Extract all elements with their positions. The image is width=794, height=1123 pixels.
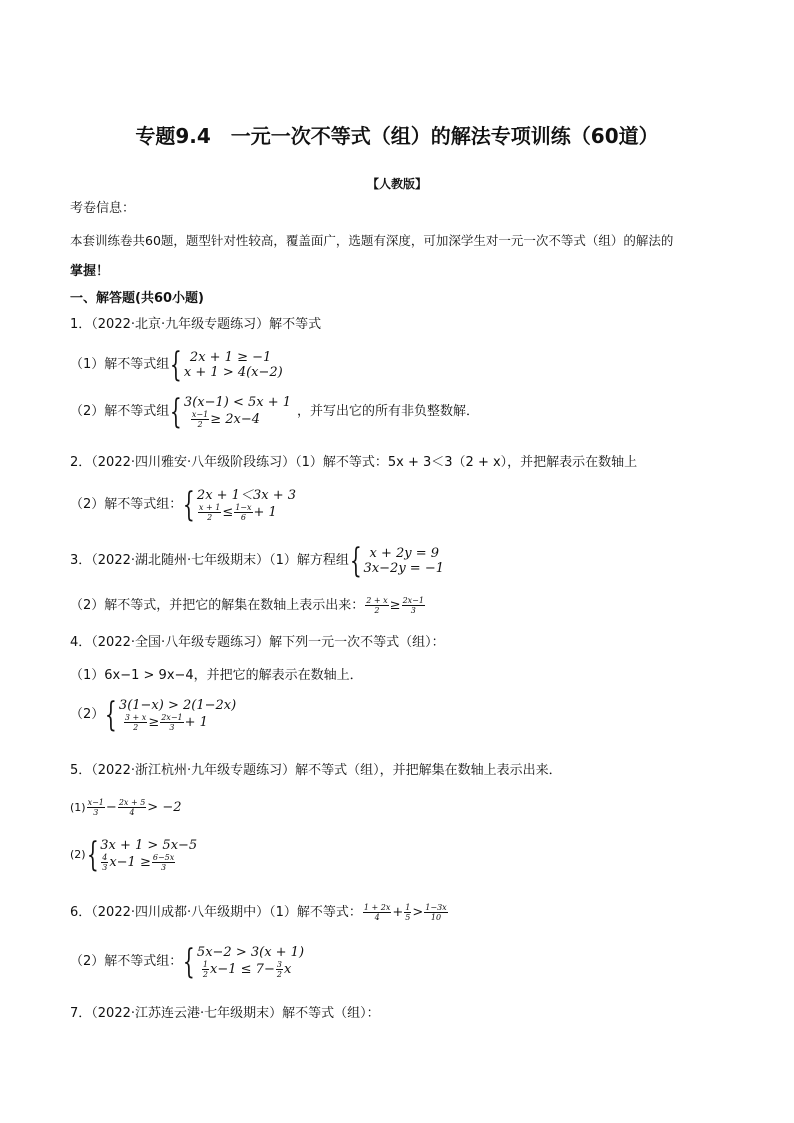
- q4-part2-label: （2）: [70, 707, 105, 722]
- question-5-part-2: [70, 835, 198, 875]
- fraction: $\frac{1-x}{6}$: [235, 503, 252, 522]
- q4-p2-line1: 3(1−x) > 2(1−2x): [118, 698, 237, 713]
- question-4-part-2: [70, 695, 237, 735]
- q1-p1-line2: x + 1 > 4(x−2): [183, 365, 283, 380]
- q5-part2-system: [86, 835, 198, 875]
- brace-symbol: {: [183, 942, 196, 982]
- q3-line1: x + 2y = 9: [369, 546, 440, 561]
- q3-heading-text: 3．（2022·湖北随州·七年级期末）（1）解方程组: [70, 553, 349, 568]
- brace-symbol: {: [86, 835, 99, 875]
- edition-label: 【人教版】: [366, 177, 427, 191]
- fraction: $\frac{1}{2}$: [202, 960, 209, 979]
- q2-p2-line1: 2x + 1＜3x + 3: [196, 488, 296, 503]
- fraction: $\frac{2x-1}{3}$: [161, 713, 183, 732]
- question-1-heading: 1．（2022·北京·九年级专题练习）解不等式: [70, 317, 322, 332]
- question-2-part-2: [70, 485, 296, 525]
- fraction: $\frac{x-1}{3}$: [87, 798, 104, 817]
- question-1-part-2: [70, 392, 480, 432]
- q2-part2-system: [182, 485, 296, 525]
- q3-system: [349, 541, 444, 581]
- fraction: $\frac{2x + 5}{4}$: [118, 798, 146, 817]
- relation: > −2: [147, 799, 182, 815]
- q6-part2-system: [182, 942, 305, 982]
- q5-p2-line1: 3x + 1 > 5x−5: [100, 838, 198, 853]
- relation: ≥: [389, 597, 401, 613]
- fraction: $\frac{6-5x}{3}$: [152, 853, 175, 872]
- operator: +: [392, 904, 404, 920]
- q3-line2: 3x−2y = −1: [363, 561, 444, 576]
- q1-part1-system: [169, 345, 283, 385]
- question-3-part-2: [70, 596, 426, 615]
- question-5-part-1: [70, 798, 182, 817]
- info-label: 考卷信息：: [70, 201, 136, 216]
- q2-part2-label: （2）解不等式组：: [70, 497, 183, 512]
- brace-symbol: {: [170, 392, 183, 432]
- fraction: $\frac{x + 1}{2}$: [198, 503, 221, 522]
- relation: x−1 ≥: [109, 855, 151, 870]
- fraction: $\frac{3}{2}$: [276, 960, 282, 979]
- q1-p2-line2: ≥ 2x−4: [210, 412, 261, 427]
- fraction: $\frac{x-1}{2}$: [191, 410, 209, 429]
- question-6-part-2: [70, 942, 305, 982]
- q6-part2-label: （2）解不等式组：: [70, 954, 183, 969]
- q1-p1-line1: 2x + 1 ≥ −1: [189, 350, 272, 365]
- q5-part1-label: (1): [70, 800, 86, 814]
- relation: ≤: [222, 505, 234, 520]
- fraction: $\frac{2x-1}{3}$: [402, 596, 424, 615]
- q1-part1-label: （1）解不等式组: [70, 357, 170, 372]
- q6-heading-text: 6．（2022·四川成都·八年级期中）（1）解不等式：: [70, 904, 362, 920]
- q1-part2-tail: ，并写出它的所有非负整数解．: [297, 404, 480, 419]
- section-heading: 一、解答题(共60小题): [70, 291, 204, 306]
- question-7-heading: 7．（2022·江苏连云港·七年级期末）解不等式（组）：: [70, 1006, 380, 1021]
- q4-part2-system: [104, 695, 237, 735]
- fraction: $\frac{2 + x}{2}$: [366, 596, 388, 615]
- expression-tail: + 1: [253, 505, 277, 520]
- brace-symbol: {: [349, 541, 362, 581]
- relation: ≥: [148, 715, 160, 730]
- question-4-part-1: （1）6x−1 > 9x−4，并把它的解表示在数轴上．: [70, 668, 363, 683]
- page-title: 专题9.4 一元一次不等式（组）的解法专项训练（60道）: [135, 124, 659, 148]
- q3-part2-text: （2）解不等式，并把它的解集在数轴上表示出来：: [70, 597, 365, 613]
- brace-symbol: {: [105, 695, 118, 735]
- question-6-heading: [70, 903, 449, 922]
- question-4-heading: 4．（2022·全国·八年级专题练习）解下列一元一次不等式（组）：: [70, 635, 445, 650]
- question-3-heading: [70, 541, 444, 581]
- q6-p2-line1: 5x−2 > 3(x + 1): [196, 945, 305, 960]
- operator: −: [105, 799, 117, 815]
- question-2-heading: 2．（2022·四川雅安·八年级阶段练习）（1）解不等式：5x + 3＜3（2 + x），并把解表示在数轴上: [70, 455, 638, 470]
- info-text-line2: 掌握！: [70, 264, 110, 279]
- relation: >: [412, 904, 424, 920]
- question-1-part-1: [70, 345, 283, 385]
- q1-part2-label: （2）解不等式组: [70, 404, 170, 419]
- fraction: $\frac{4}{3}$: [102, 853, 108, 872]
- question-5-heading: 5．（2022·浙江杭州·九年级专题练习）解不等式（组），并把解集在数轴上表示出来．: [70, 763, 562, 778]
- info-text-line1: 本套训练卷共60题，题型针对性较高，覆盖面广，选题有深度，可加深学生对一元一次不等式（组）的解法的: [70, 233, 674, 248]
- q1-p2-line1: 3(x−1) < 5x + 1: [183, 395, 292, 410]
- expression-tail: x: [283, 962, 292, 977]
- fraction: $\frac{1-3x}{10}$: [425, 903, 447, 922]
- q5-part2-label: (2): [70, 848, 86, 861]
- fraction: $\frac{1}{5}$: [405, 903, 411, 922]
- fraction: $\frac{1 + 2x}{4}$: [363, 903, 391, 922]
- fraction: $\frac{3 + x}{2}$: [124, 713, 147, 732]
- relation: x−1 ≤ 7−: [210, 962, 275, 977]
- expression-tail: + 1: [184, 715, 208, 730]
- q1-part2-system: [169, 392, 292, 432]
- brace-symbol: {: [170, 345, 183, 385]
- brace-symbol: {: [183, 485, 196, 525]
